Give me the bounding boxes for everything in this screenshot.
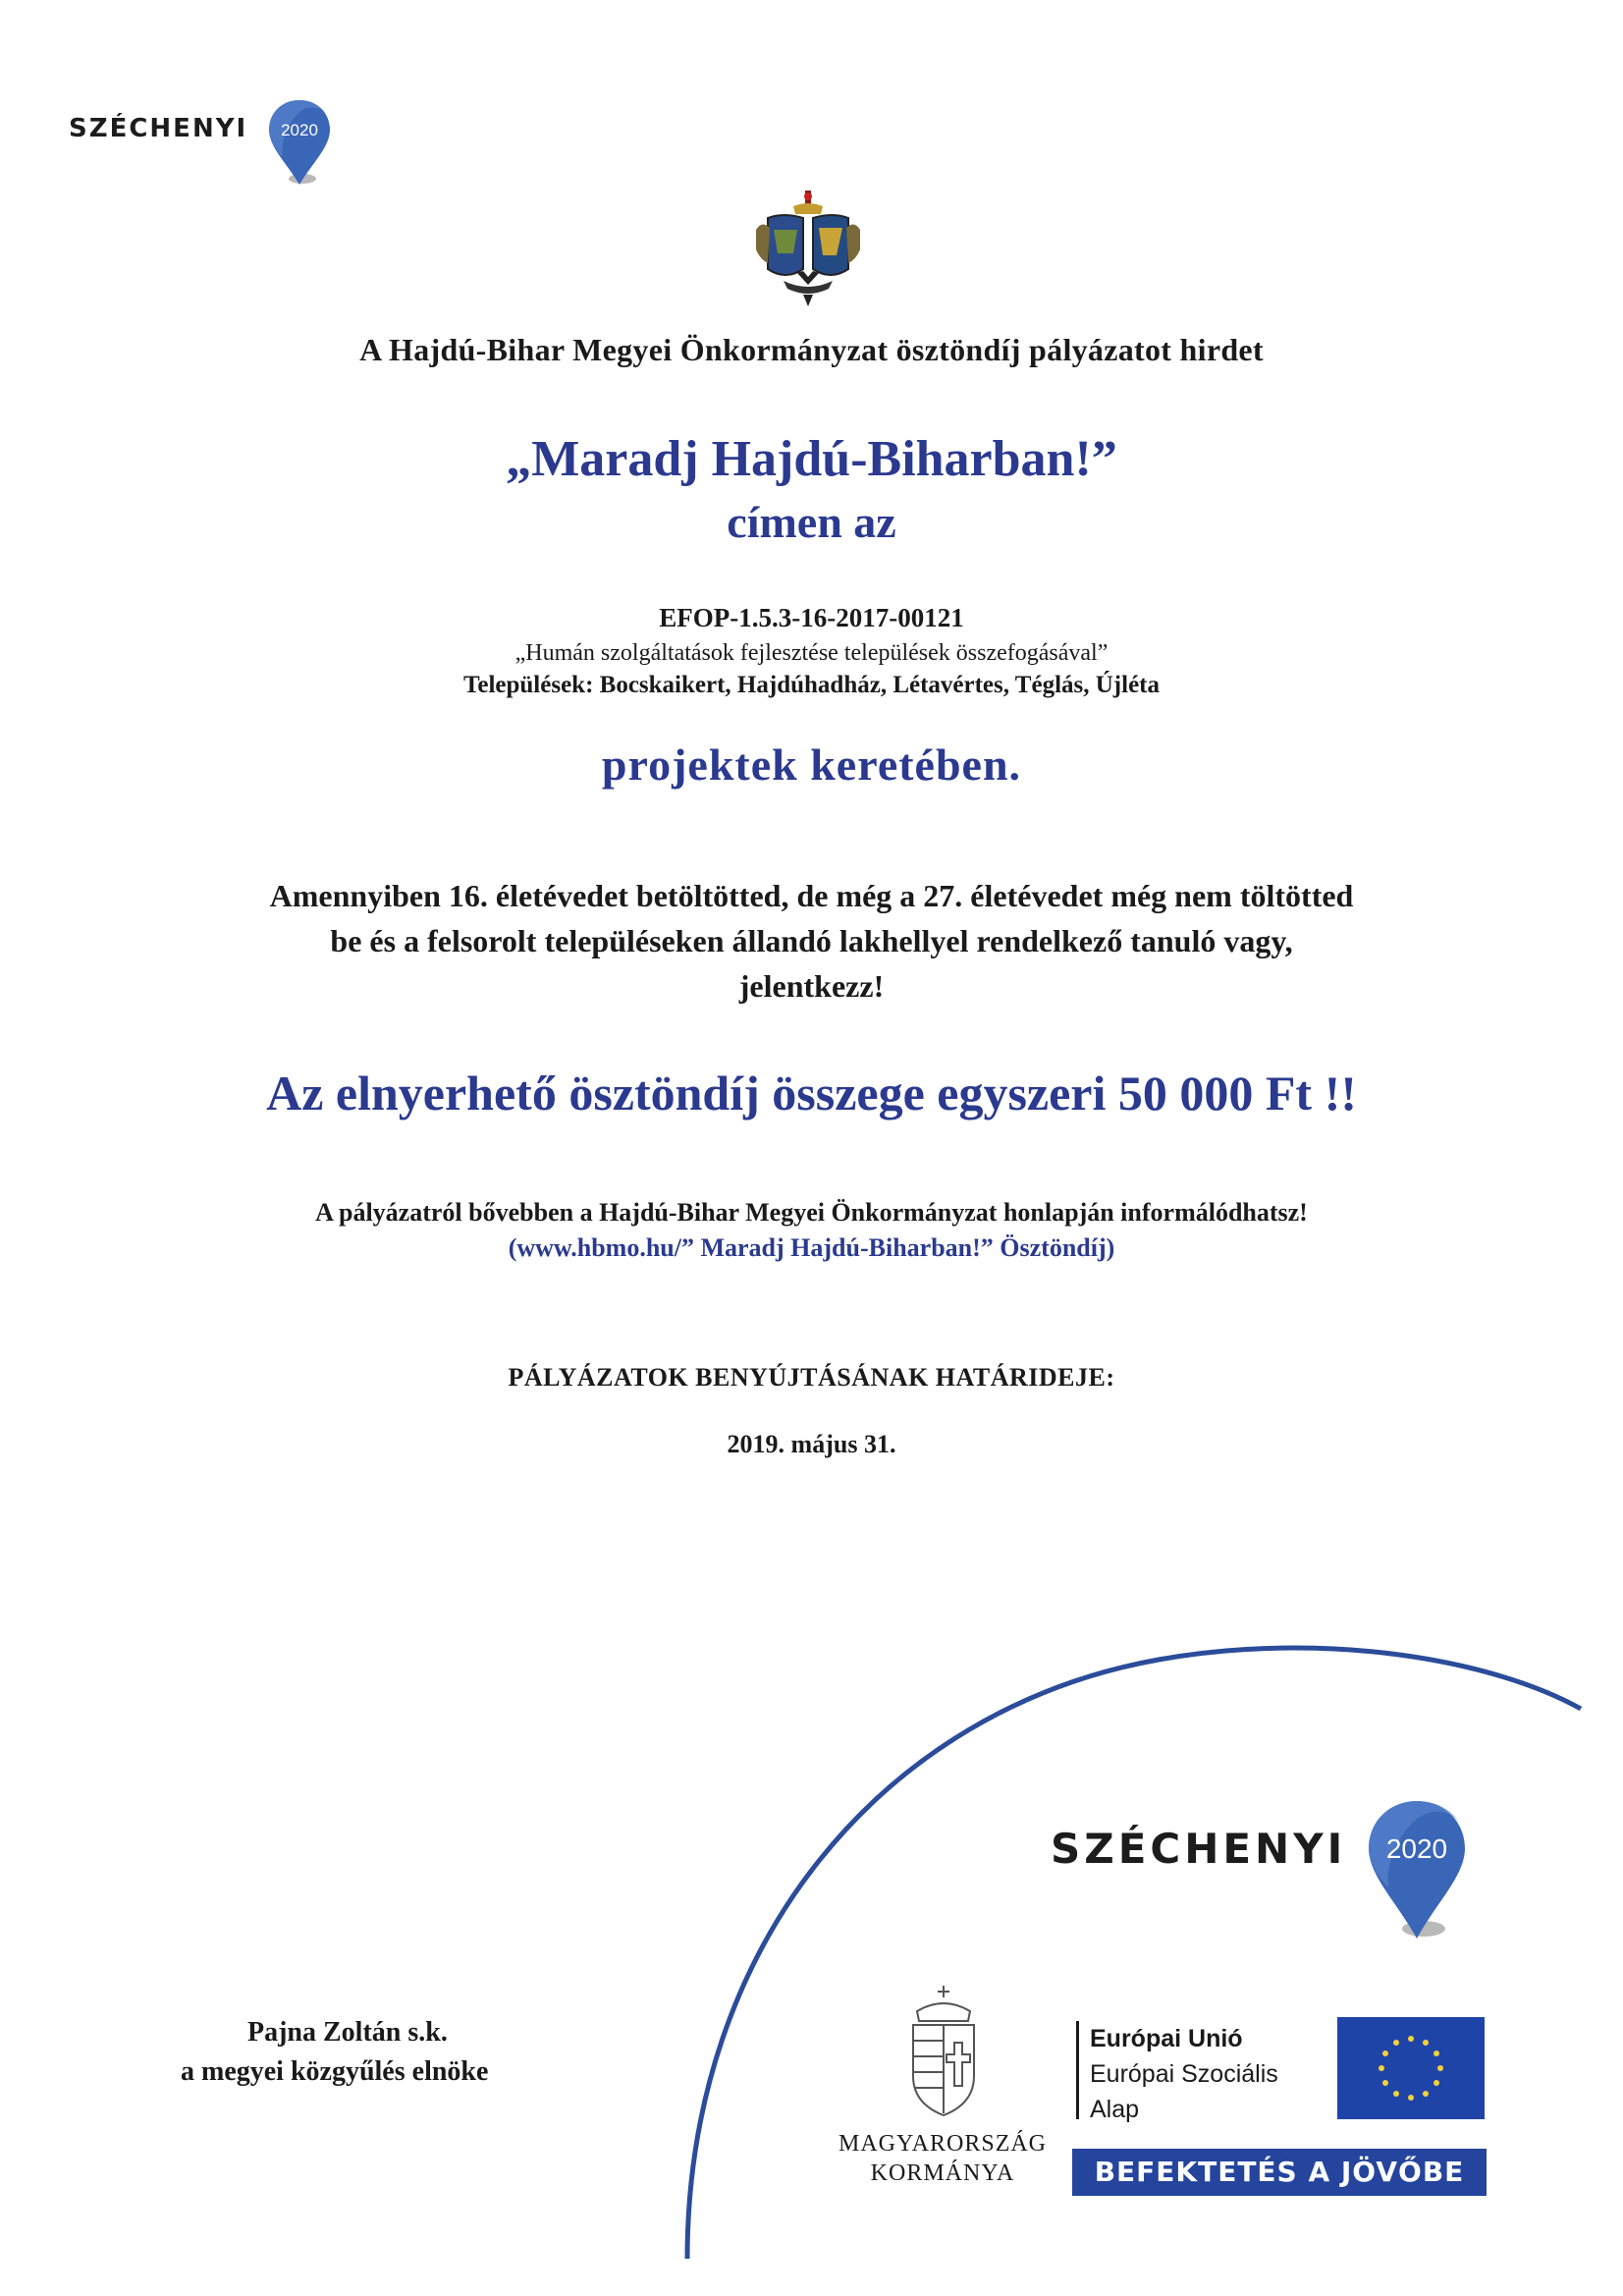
location-pin-icon (1363, 1797, 1471, 1944)
szechenyi-logo-year: 2020 (1385, 1833, 1448, 1864)
eu-stars-icon (1337, 2017, 1485, 2119)
signature-role: a megyei közgyűlés elnöke (181, 2056, 489, 2087)
eligibility-line-2: be és a felsorolt településeken állandó lakhellyel rendelkező tanuló vagy, (330, 923, 1293, 958)
szechenyi-logo-bottom (1051, 1797, 1483, 1964)
eu-line-1: Európai Unió (1090, 2025, 1243, 2052)
eu-flag (1337, 2017, 1485, 2119)
project-code: EFOP-1.5.3-16-2017-00121 (659, 603, 964, 632)
szechenyi-logo-year: 2020 (281, 121, 318, 139)
eligibility-line-3: jelentkezz! (738, 968, 885, 1004)
eu-divider (1076, 2021, 1079, 2119)
deadline-label: PÁLYÁZATOK BENYÚJTÁSÁNAK HATÁRIDEJE: (508, 1363, 1115, 1392)
project-settlements: Települések: Bocskaikert, Hajdúhadház, Létavértes, Téglás, Újléta (462, 672, 1160, 698)
scholarship-amount: Az elnyerhető ösztöndíj összege egyszeri 50 000 Ft !! (266, 1066, 1357, 1121)
info-line: A pályázatról bővebben a Hajdú-Bihar Megyei Önkormányzat honlapján informálódhatsz! (315, 1198, 1308, 1227)
announcement-heading: A Hajdú-Bihar Megyei Önkormányzat ösztöndíj pályázatot hirdet (359, 332, 1264, 367)
deadline-date: 2019. május 31. (727, 1430, 896, 1458)
eu-slogan-banner: BEFEKTETÉS A JÖVŐBE (1072, 2149, 1487, 2196)
eu-line-2: Európai Szociális (1090, 2060, 1278, 2088)
campaign-title: „Maradj Hajdú-Biharban!” (506, 431, 1117, 487)
info-website: (www.hbmo.hu/” Maradj Hajdú-Biharban!” Ösztöndíj) (508, 1233, 1115, 1262)
szechenyi-logo-word: SZÉCHENYI (69, 114, 248, 143)
project-name: „Humán szolgáltatások fejlesztése települések összefogásával” (514, 640, 1109, 666)
hungarian-coat-of-arms-icon (899, 1982, 988, 2119)
signature-name: Pajna Zoltán s.k. (247, 2017, 448, 2048)
eligibility-line-1: Amennyiben 16. életévedet betöltötted, de még a 27. életévedet még nem töltötted (269, 878, 1354, 913)
szechenyi-logo-word: SZÉCHENYI (1051, 1825, 1347, 1873)
projects-frame-text: projektek keretében. (601, 739, 1022, 790)
eu-line-3: Alap (1090, 2096, 1140, 2123)
government-line-1: MAGYARORSZÁG (838, 2131, 1048, 2157)
government-line-2: KORMÁNYA (870, 2160, 1015, 2186)
campaign-title-subline: címen az (727, 497, 896, 547)
